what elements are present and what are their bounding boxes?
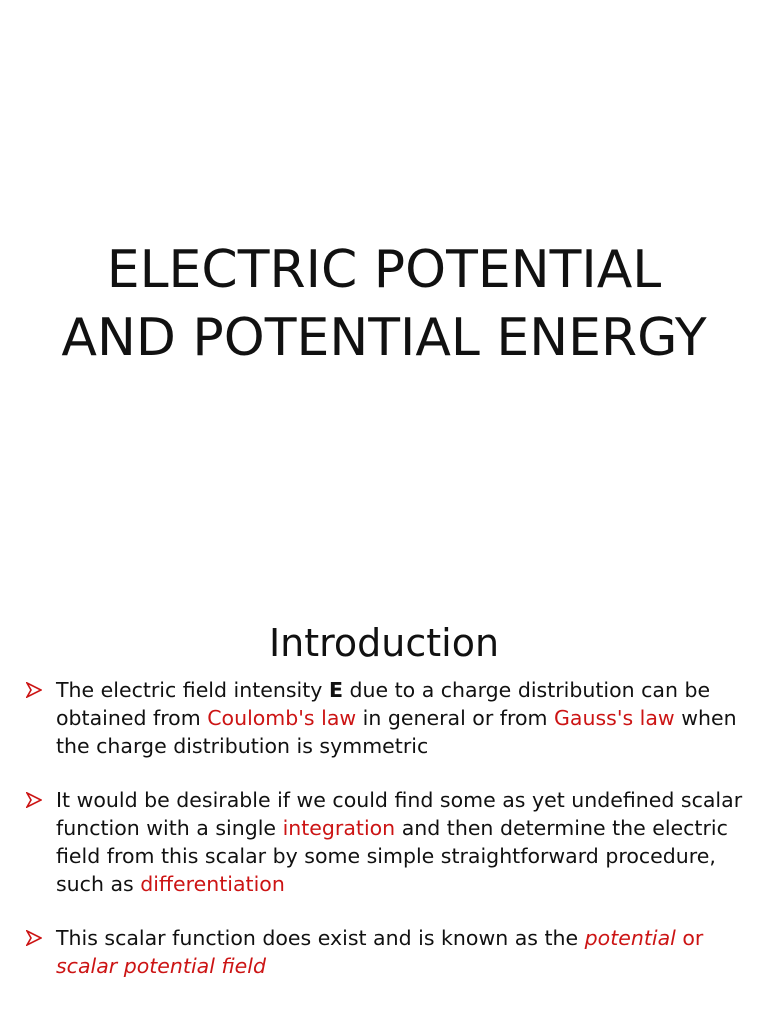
bullet-list bbox=[0, 676, 768, 1006]
introduction-heading: Introduction bbox=[268, 621, 500, 665]
main-title bbox=[0, 236, 768, 372]
bullet-1-text-a: The electric field intensity bbox=[56, 678, 329, 702]
main-title-line-1: ELECTRIC POTENTIAL bbox=[106, 240, 662, 300]
integration-term: integration bbox=[282, 816, 396, 840]
main-title-line-2: AND POTENTIAL ENERGY bbox=[61, 308, 707, 368]
bullet-item-scalar-function bbox=[0, 786, 768, 898]
potential-term: potential bbox=[584, 926, 676, 950]
gauss-law-term: Gauss's law bbox=[554, 706, 675, 730]
differentiation-term: differentiation bbox=[140, 872, 285, 896]
bullet-item-potential-field bbox=[0, 924, 768, 980]
coulombs-law-term: Coulomb's law bbox=[207, 706, 357, 730]
scalar-potential-field-term: scalar potential field bbox=[56, 954, 266, 978]
bullet-1-symbol-e: E bbox=[328, 678, 343, 702]
bullet-1-text-d: when the charge distribution is symmetric bbox=[56, 706, 737, 758]
arrowhead-bullet-icon bbox=[26, 930, 42, 946]
bullet-1-text-c: in general or from bbox=[356, 706, 555, 730]
bullet-2-text-a: It would be desirable if we could find some as yet undefined scalar function with a single bbox=[56, 788, 743, 840]
or-connector: or bbox=[682, 926, 704, 950]
bullet-3-text-a: This scalar function does exist and is known as the bbox=[56, 926, 585, 950]
bullet-2-text-b: and then determine the electric field from this scalar by some simple straightforward procedure, such as bbox=[56, 816, 728, 896]
arrowhead-bullet-icon bbox=[26, 682, 42, 698]
arrowhead-bullet-icon bbox=[26, 792, 42, 808]
bullet-1-text-b: due to a charge distribution can be obtained from bbox=[56, 678, 711, 730]
introduction-slide bbox=[0, 600, 768, 1024]
bullet-item-coulomb-gauss bbox=[0, 676, 768, 760]
